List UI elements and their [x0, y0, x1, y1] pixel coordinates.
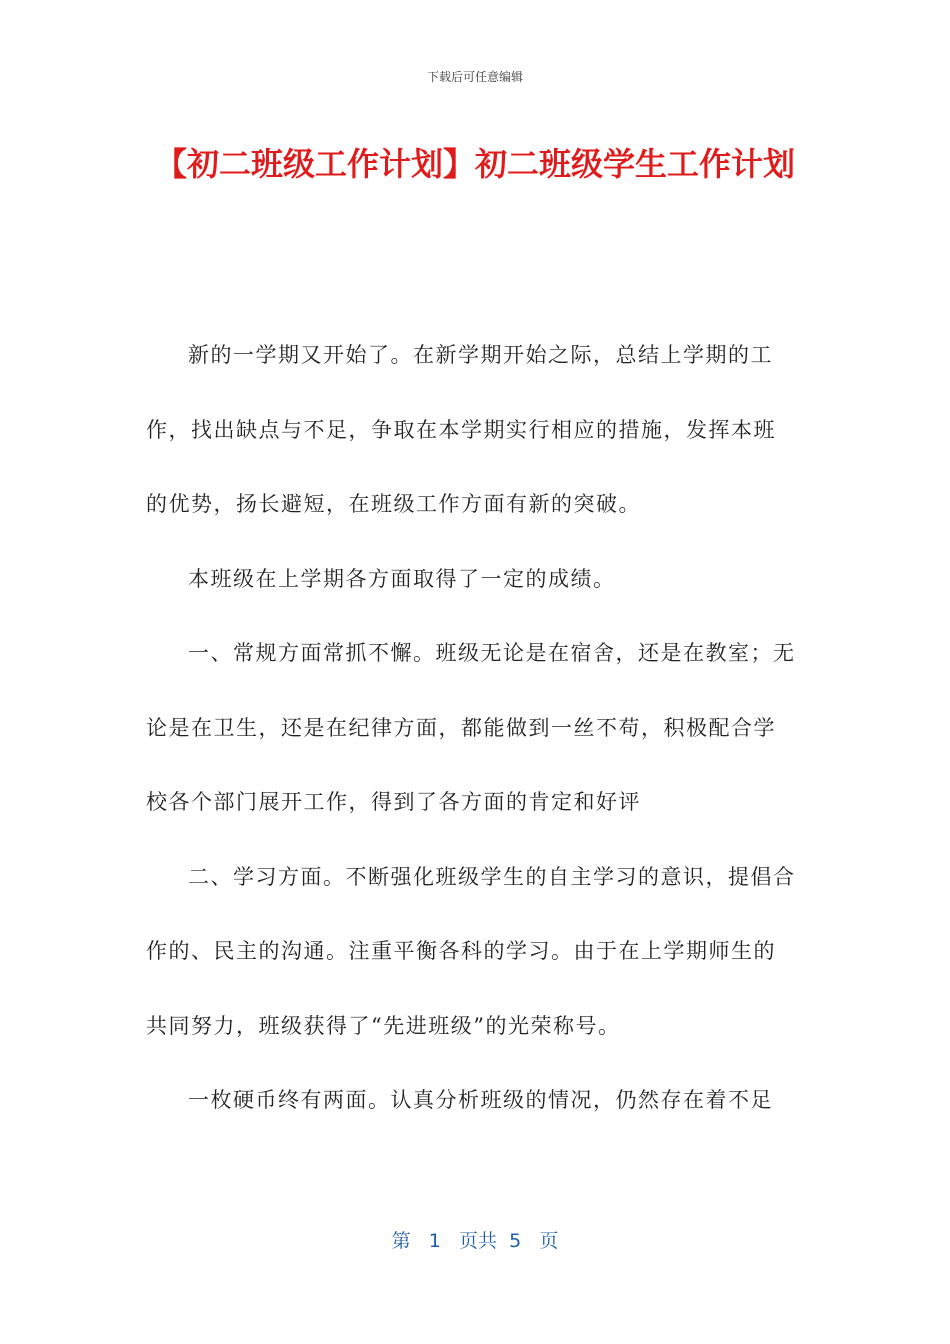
- page-suffix: 页: [539, 1230, 559, 1252]
- paragraph-intro: 新的一学期又开始了。在新学期开始之际，总结上学期的工作，找出缺点与不足，争取在本学期实行相应的措施，发挥本班的优势，扬长避短，在班级工作方面有新的突破。: [146, 343, 776, 516]
- paragraph-shortcomings: 一枚硬币终有两面。认真分析班级的情况，仍然存在着不足: [188, 1088, 773, 1112]
- total-pages: 5: [509, 1230, 522, 1252]
- paragraph-routine: 一、常规方面常抓不懈。班级无论是在宿舍，还是在教室；无论是在卫生，还是在纪律方面，都能做到一丝不苟，积极配合学校各个部门展开工作，得到了各方面的肯定和好评: [146, 641, 796, 814]
- paragraph-study: 二、学习方面。不断强化班级学生的自主学习的意识，提倡合作的、民主的沟通。注重平衡各科的学习。由于在上学期师生的共同努力，班级获得了“先进班级”的光荣称号。: [146, 864, 796, 1038]
- page-prefix: 第: [391, 1230, 411, 1252]
- page-number-footer: [0, 1226, 950, 1253]
- current-page: 1: [428, 1230, 441, 1252]
- document-title: 【初二班级工作计划】初二班级学生工作计划: [154, 145, 795, 183]
- page-middle: 页共: [459, 1230, 498, 1252]
- paragraph-achievements: 本班级在上学期各方面取得了一定的成绩。: [188, 566, 616, 591]
- header-note: 下载后可任意编辑: [426, 70, 523, 84]
- document-body: [146, 318, 796, 1138]
